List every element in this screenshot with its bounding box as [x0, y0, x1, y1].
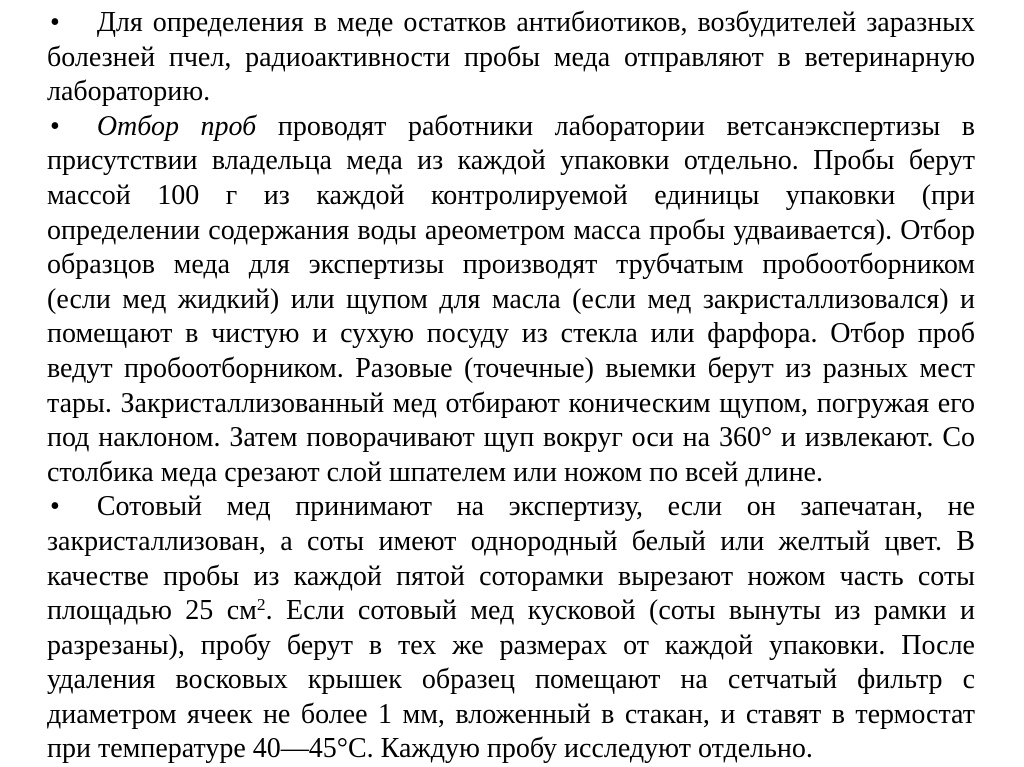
- superscript-exponent: 2: [256, 594, 266, 614]
- bullet-marker: •: [50, 491, 60, 523]
- bullet-marker: •: [50, 110, 60, 142]
- paragraph-lab-testing: [47, 6, 975, 110]
- paragraph-lead-italic: Отбор проб: [96, 110, 257, 142]
- paragraph-sampling-procedure: [47, 110, 975, 491]
- paragraph-text: Сотовый мед принимают на экспертизу, если он запечатан, не закристаллизован, а соты имеют однородный белый или желтый цвет. В качестве пробы из каждой пятой соторамки вырезают ножом часть соты площадью 25 см: [47, 491, 975, 627]
- paragraph-text: . Если сотовый мед кусковой (соты вынуты из рамки и разрезаны), пробу берут в тех же размерах от каждой упаковки. После удаления восковых крышек образец помещают на сетчатый фильтр с диаметром ячеек не более 1 мм, вложенный в стакан, и ставят в термостат при температуре 40—45°С. Каждую пробу исследуют отдельно.: [47, 595, 975, 765]
- paragraph-comb-honey: [47, 490, 975, 767]
- paragraph-text: Для определения в меде остатков антибиотиков, возбудителей заразных болезней пчел, радиоактивности пробы меда отправляют в ветеринарную лабораторию.: [47, 7, 975, 108]
- bullet-marker: •: [50, 7, 60, 38]
- paragraph-text: проводят работники лаборатории ветсанэкспертизы в присутствии владельца меда из каждой упаковки отдельно. Пробы берут массой 100 г из каждой контролируемой единицы упаковки (при определении содержания воды ареометром масса пробы удваивается). Отбор образцов меда для экспертизы производят трубчатым пробоотборником (если мед жидкий) или щупом для масла (если мед закристаллизовался) и помещают в чистую и сухую посуду из стекла или фарфора. Отбор проб ведут пробоотборником. Разовые (точечные) выемки берут из разных мест тары. Закристаллизованный мед отбирают коническим щупом, погружая его под наклоном. Затем поворачивают щуп вокруг оси на 360° и извлекают. Со столбика меда срезают слой шпателем или ножом по всей длине.: [47, 110, 975, 488]
